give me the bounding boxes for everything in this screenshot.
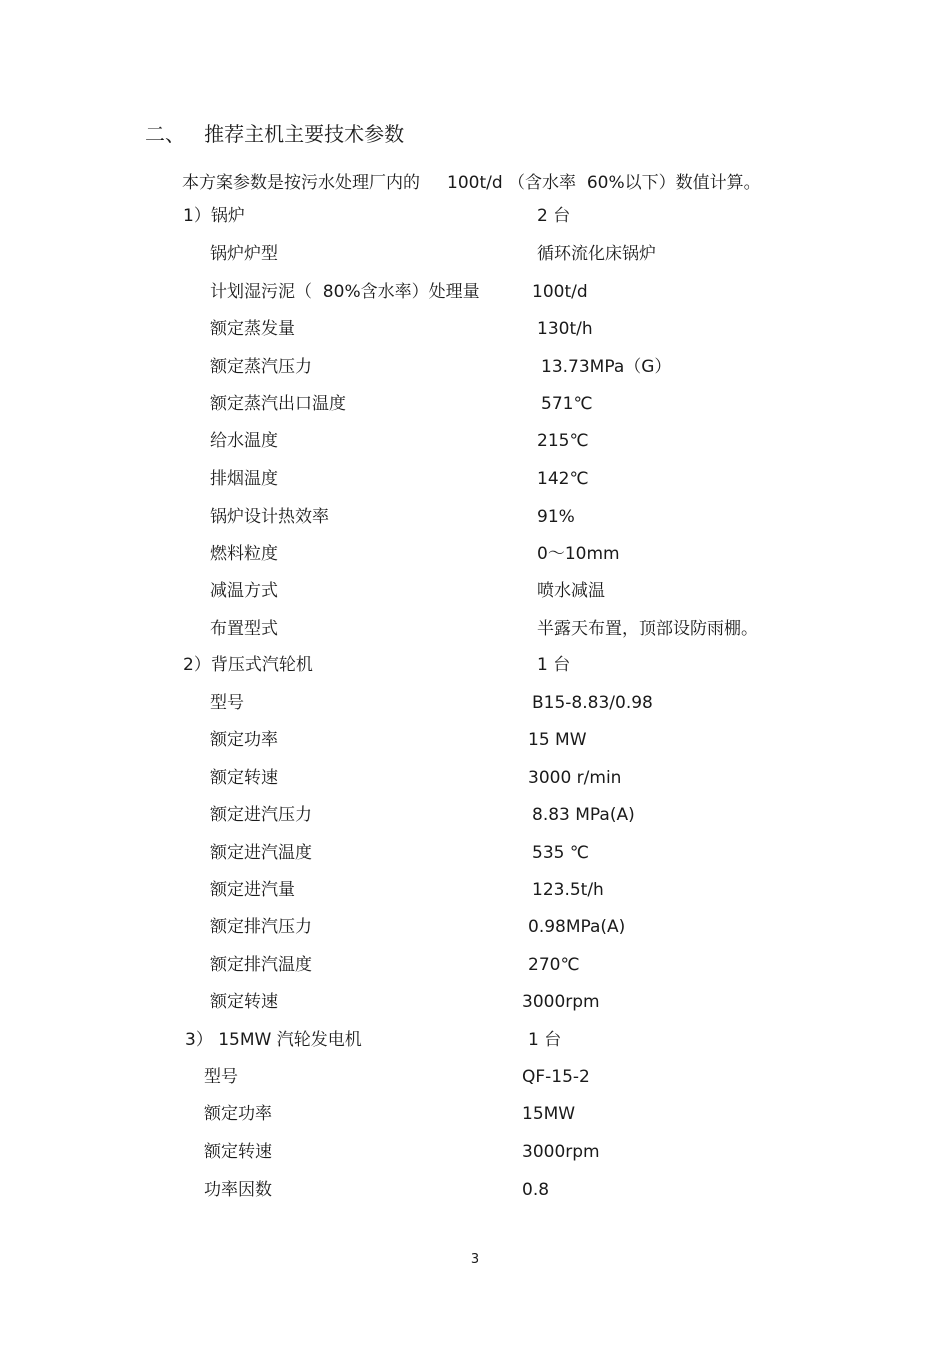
boiler-param-value: 571℃ (541, 394, 593, 414)
boiler-param-value: 142℃ (537, 469, 589, 489)
generator-param-value: 15MW (522, 1104, 576, 1124)
turbine-param-value: 123.5t/h (532, 880, 604, 900)
turbine-param-value: 3000 r/min (528, 768, 622, 788)
generator-param-label: 额定转速 (204, 1142, 272, 1162)
boiler-param-value: 100t/d (532, 282, 588, 302)
boiler-param-value: 91% (537, 507, 575, 527)
boiler-param-label: 燃料粒度 (210, 544, 278, 564)
turbine-param-value: 3000rpm (522, 992, 600, 1012)
section-heading: 二、 推荐主机主要技术参数 (145, 122, 405, 146)
boiler-param-value: 喷水减温 (537, 581, 605, 601)
turbine-param-label: 额定进汽温度 (210, 843, 312, 863)
boiler-param-label: 额定蒸汽压力 (210, 357, 312, 377)
generator-param-label: 功率因数 (204, 1180, 272, 1200)
generator-param-label: 额定功率 (204, 1104, 272, 1124)
boiler-param-value: 0～10mm (537, 544, 620, 564)
turbine-param-label: 额定功率 (210, 730, 278, 750)
boiler-param-label: 锅炉设计热效率 (210, 507, 329, 527)
boiler-param-label: 排烟温度 (210, 469, 278, 489)
generator-title: 3） 15MW 汽轮发电机 (185, 1030, 362, 1050)
turbine-param-label: 额定排汽温度 (210, 955, 312, 975)
boiler-param-value: 130t/h (537, 319, 593, 339)
turbine-param-label: 额定转速 (210, 992, 278, 1012)
turbine-param-label: 型号 (210, 693, 244, 713)
turbine-param-label: 额定转速 (210, 768, 278, 788)
turbine-param-label: 额定进汽量 (210, 880, 295, 900)
turbine-param-label: 额定进汽压力 (210, 805, 312, 825)
boiler-param-value: 半露天布置，顶部设防雨棚。 (537, 619, 758, 639)
boiler-param-value: 循环流化床锅炉 (537, 244, 656, 264)
turbine-param-value: B15-8.83/0.98 (532, 693, 653, 713)
turbine-count: 1 台 (537, 655, 571, 675)
generator-param-value: QF-15-2 (522, 1067, 590, 1087)
boiler-param-label: 减温方式 (210, 581, 278, 601)
generator-param-value: 3000rpm (522, 1142, 600, 1162)
turbine-title: 2）背压式汽轮机 (183, 655, 313, 675)
turbine-param-value: 270℃ (528, 955, 580, 975)
boiler-title: 1）锅炉 (183, 206, 245, 226)
generator-param-value: 0.8 (522, 1180, 550, 1200)
boiler-param-label: 额定蒸发量 (210, 319, 295, 339)
boiler-param-label: 计划湿污泥（ 80%含水率）处理量 (210, 282, 480, 302)
boiler-param-label: 布置型式 (210, 619, 278, 639)
boiler-param-label: 给水温度 (210, 431, 278, 451)
turbine-param-value: 8.83 MPa(A) (532, 805, 635, 825)
boiler-param-value: 215℃ (537, 431, 589, 451)
boiler-count: 2 台 (537, 206, 571, 226)
turbine-param-value: 535 ℃ (532, 843, 589, 863)
turbine-param-value: 0.98MPa(A) (528, 917, 626, 937)
turbine-param-value: 15 MW (528, 730, 587, 750)
turbine-param-label: 额定排汽压力 (210, 917, 312, 937)
page-number: 3 (470, 1252, 480, 1267)
boiler-param-label: 额定蒸汽出口温度 (210, 394, 346, 414)
generator-param-label: 型号 (204, 1067, 238, 1087)
boiler-param-value: 13.73MPa（G） (541, 357, 672, 377)
boiler-param-label: 锅炉炉型 (210, 244, 278, 264)
generator-count: 1 台 (528, 1030, 562, 1050)
intro-paragraph: 本方案参数是按污水处理厂内的 100t/d （含水率 60%以下）数值计算。 (182, 173, 761, 193)
